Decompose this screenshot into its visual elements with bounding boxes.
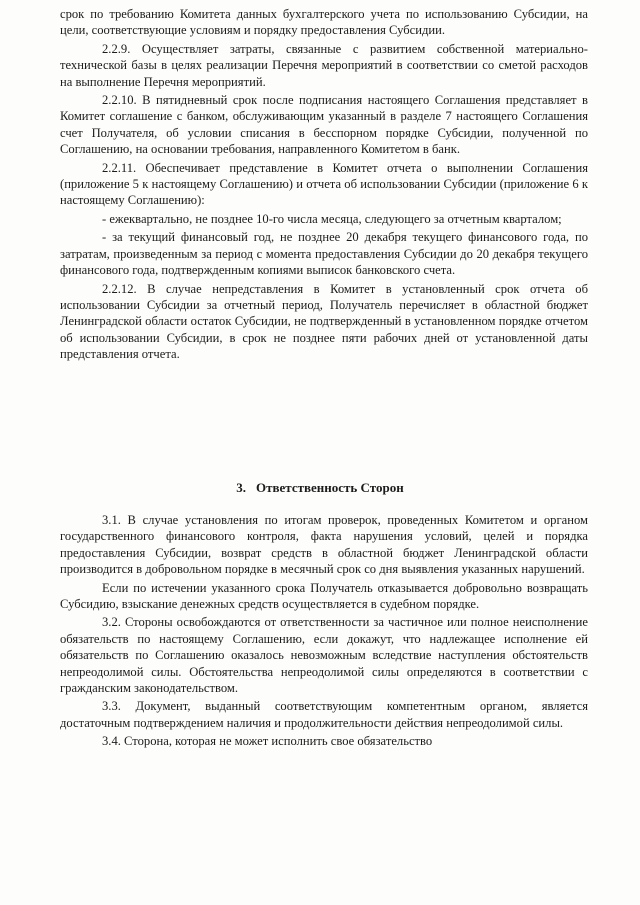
paragraph-3-3: 3.3. Документ, выданный соответствующим компетентным органом, является достаточным подтверждением наличия и продолжительности действия непреодолимой силы.	[60, 699, 588, 730]
paragraph-3-1-continued: Если по истечении указанного срока Получатель отказывается добровольно возвращать Субсидию, взыскание денежных средств осуществляется в судебном порядке.	[60, 580, 588, 612]
paragraph-3-1: 3.1. В случае установления по итогам проверок, проведенных Комитетом и органом государственного финансового контроля, факта нарушения условий, целей и порядка предоставления Субсидии, возврат средств в областной бюджет Ленинградской области производится в добровольном порядке в месячный срок со дня выявления указанных нарушений.	[60, 513, 588, 577]
paragraph-2-2-10: 2.2.10. В пятидневный срок после подписания настоящего Соглашения представляет в Комитет соглашение с банком, обслуживающим указанный в разделе 7 настоящего Соглашения счет Получателя, об условии списания в бесспорном порядке Субсидии, полученной по Соглашению, на основании требования, направленного Комитетом в банк.	[60, 93, 588, 157]
paragraph-3-4: 3.4. Сторона, которая не может исполнить свое обязательство	[102, 734, 433, 749]
list-item-yearly: - за текущий финансовый год, не позднее 20 декабря текущего финансового года, по затратам, произведенным за период с момента предоставления Субсидии до 20 декабря текущего финансового года, подтвержденным копиями выписок банковского счета.	[60, 230, 588, 278]
section-2-continuation	[60, 6, 588, 365]
section-3-heading	[0, 480, 640, 496]
section-3-body	[60, 512, 588, 752]
paragraph-2-2-8-end: срок по требованию Комитета данных бухгалтерского учета по использованию Субсидии, на цели, соответствующие условиям и порядку предоставления Субсидии.	[60, 7, 588, 38]
paragraph-2-2-12: 2.2.12. В случае непредставления в Комитет в установленный срок отчета об использовании Субсидии за отчетный период, Получатель перечисляет в областной бюджет Ленинградской области остаток Субсидии, не подтвержденный в установленном порядке отчетом об использовании Субсидии, в срок не позднее пяти рабочих дней от установленной даты представления отчета.	[60, 281, 588, 362]
paragraph-2-2-11: 2.2.11. Обеспечивает представление в Комитет отчета о выполнении Соглашения (приложение 5 к настоящему Соглашению) и отчета об использовании Субсидии (приложение 6 к настоящему Соглашению):	[60, 160, 588, 208]
section-number: 3.	[236, 480, 247, 495]
paragraph-2-2-9: 2.2.9. Осуществляет затраты, связанные с развитием собственной материально-технической базы в целях реализации Перечня мероприятий в соответствии со сметой расходов на выполнение Перечня мероприятий.	[60, 41, 588, 89]
list-item-quarterly: - ежеквартально, не позднее 10-го числа месяца, следующего за отчетным кварталом;	[102, 211, 562, 226]
paragraph-3-2: 3.2. Стороны освобождаются от ответственности за частичное или полное неисполнение обязательств по настоящему Соглашению, если докажут, что надлежащее исполнение ей обязательств по Соглашению оказалось невозможным вследствие наступления обстоятельств непреодолимой силы. Обстоятельства непреодолимой силы определяются в соответствии с гражданским законодательством.	[60, 615, 588, 696]
section-title: Ответственность Сторон	[256, 480, 404, 495]
